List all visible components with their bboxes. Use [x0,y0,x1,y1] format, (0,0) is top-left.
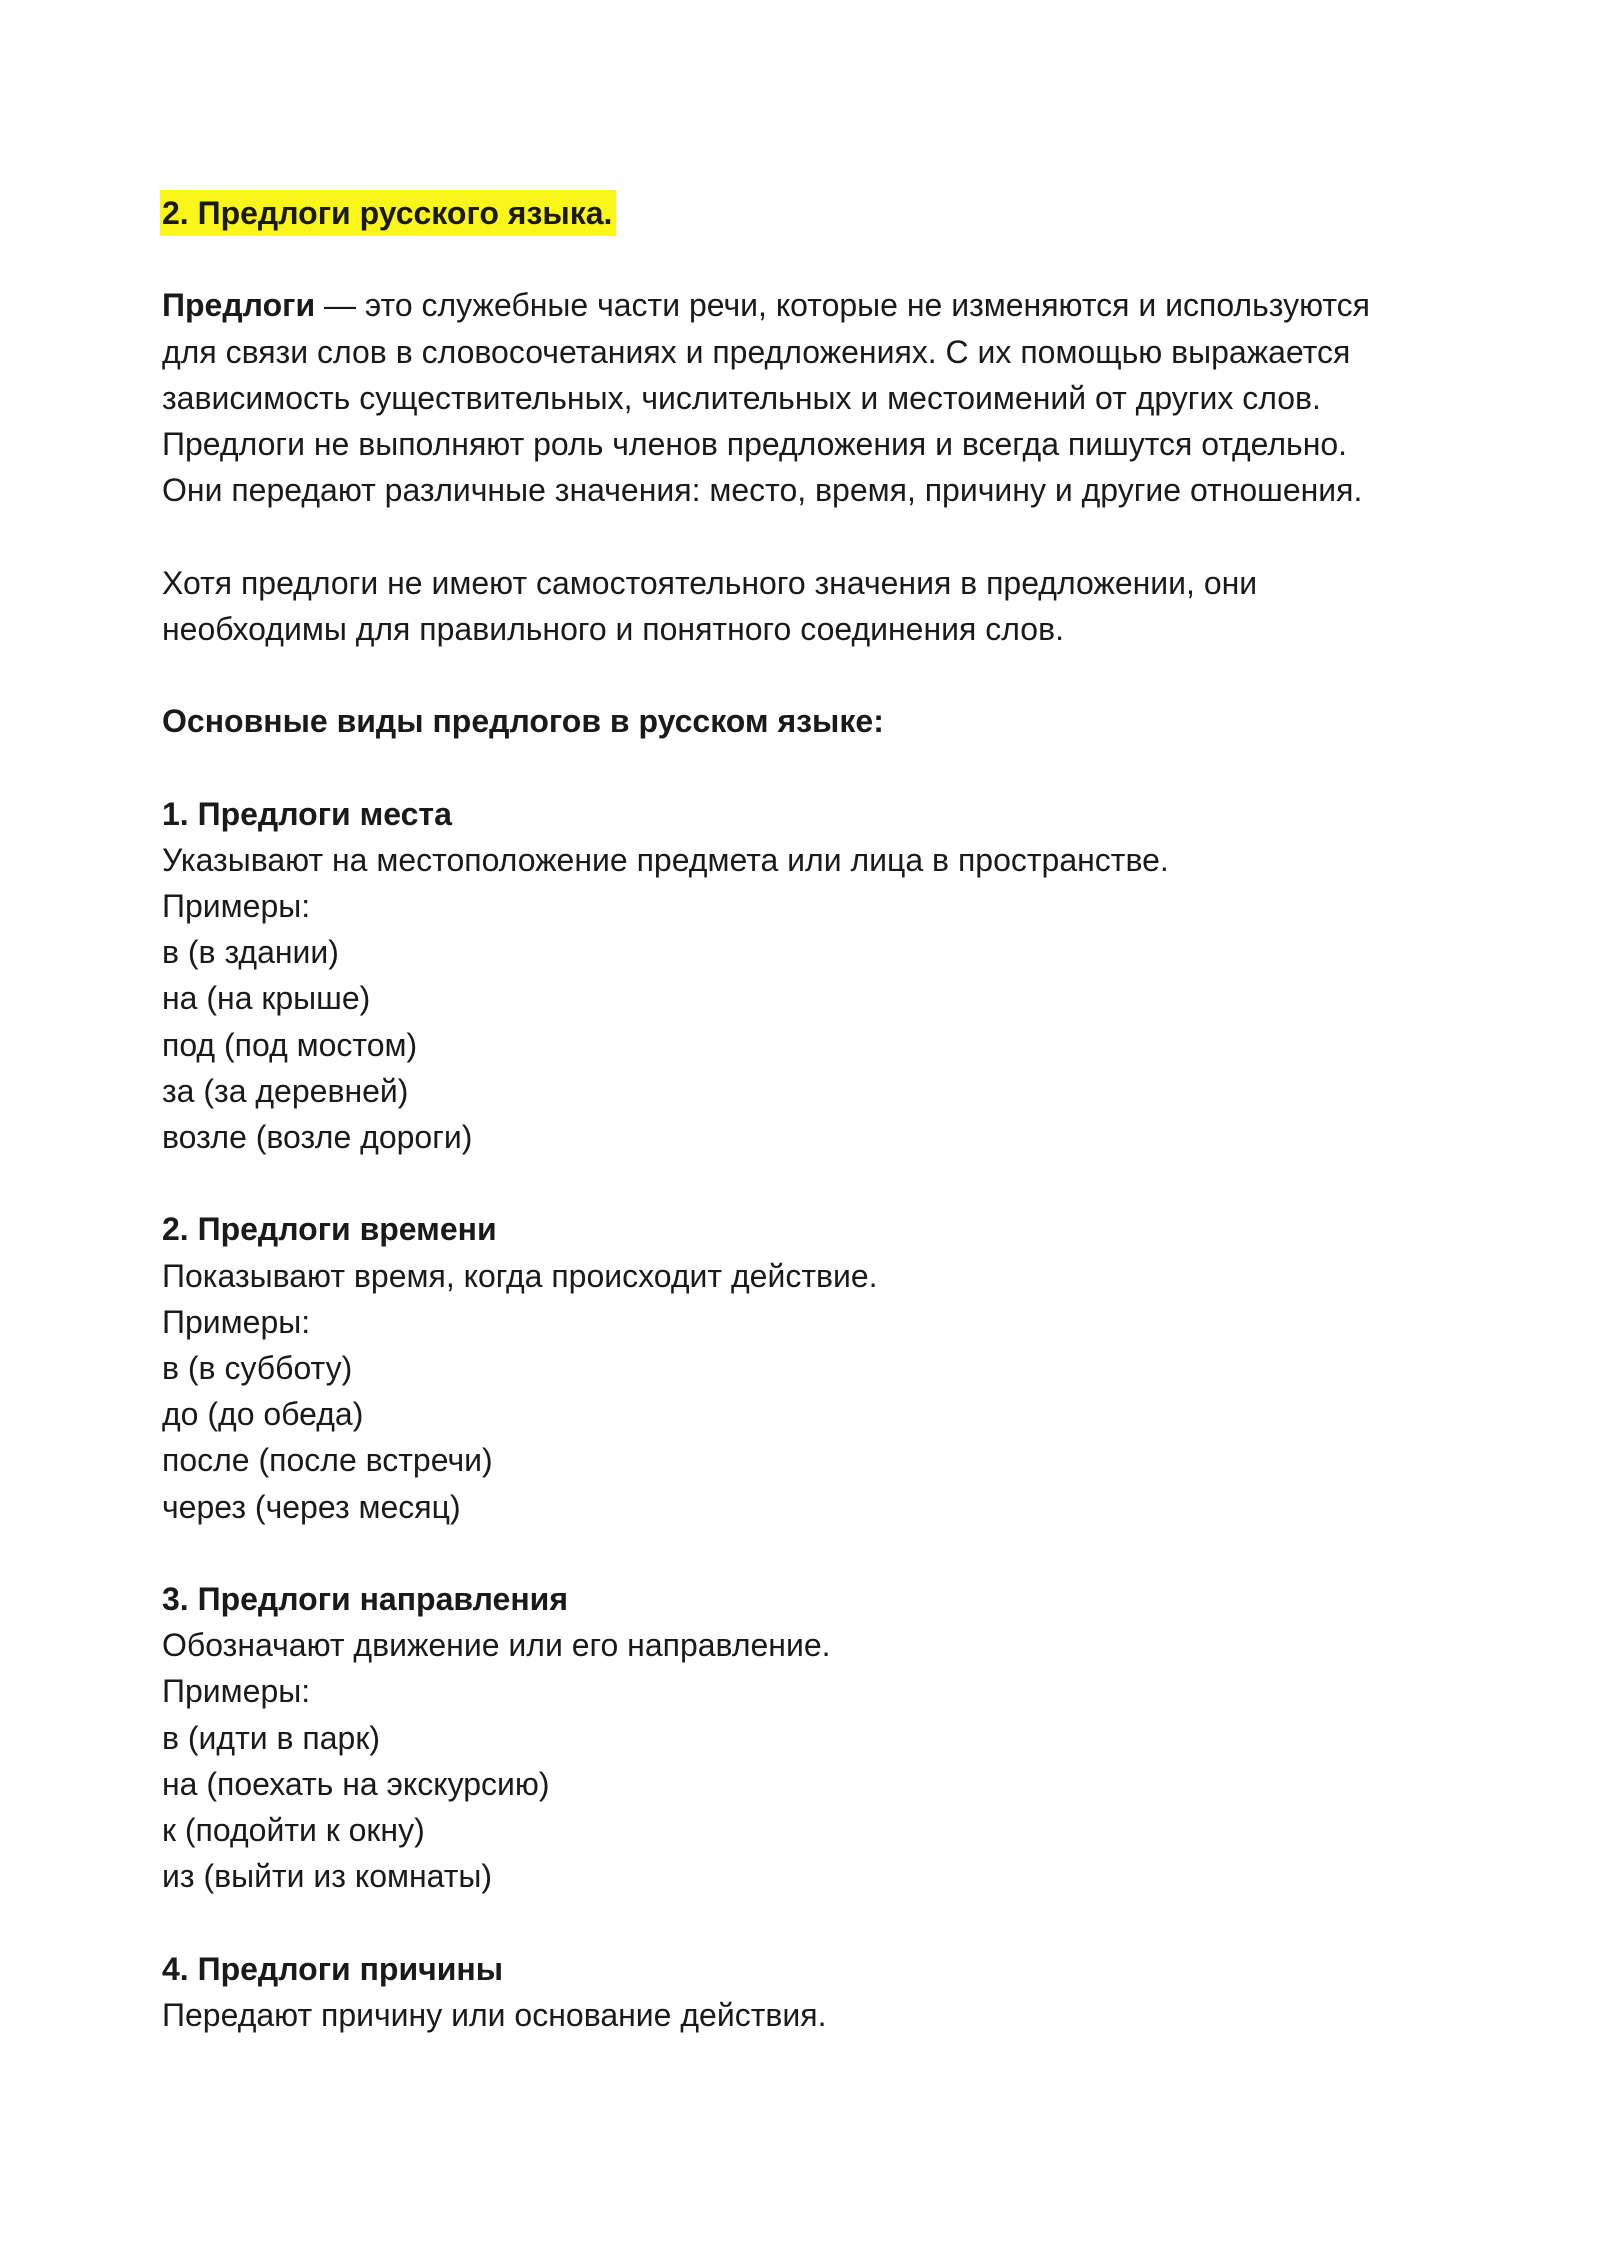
section-time [162,1206,1482,1529]
intro-line [162,282,1482,328]
intro-term: Предлоги [162,287,316,324]
example-item: за (за деревней) [162,1072,409,1109]
example-item: на (на крыше) [162,980,371,1017]
title-line [162,190,1482,236]
intro-line: зависимость существительных, числительных и местоимений от других слов. [162,379,1321,416]
section-heading: 4. Предлоги причины [162,1950,504,1987]
examples-label: Примеры: [162,887,311,924]
section-heading: 3. Предлоги направления [162,1581,568,1617]
examples-label: Примеры: [162,1303,311,1340]
section-direction [162,1576,1482,1899]
example-item: возле (возле дороги) [162,1119,473,1155]
example-item: к (подойти к окну) [162,1812,425,1849]
intro-line: Они передают различные значения: место, время, причину и другие отношения. [162,472,1363,509]
section-cause [162,1946,1482,2038]
types-heading: Основные виды предлогов в русском языке: [162,703,884,740]
note-line: Хотя предлоги не имеют самостоятельного значения в предложении, они [162,564,1258,601]
note-line: необходимы для правильного и понятного соединения слов. [162,610,1064,647]
section-description: Указывают на местоположение предмета или лица в пространстве. [162,841,1169,878]
section-place [162,791,1482,1161]
intro-first-line: — это служебные части речи, которые не изменяются и используются [315,287,1370,324]
example-item: под (под мостом) [162,1026,418,1063]
spacer [162,1530,1482,1576]
example-item: на (поехать на экскурсию) [162,1765,550,1802]
intro-line: для связи слов в словосочетаниях и предложениях. С их помощью выражается [162,333,1351,370]
document-page [162,190,1482,2038]
example-item: в (идти в парк) [162,1719,380,1756]
spacer [162,1899,1482,1945]
example-item: через (через месяц) [162,1488,461,1525]
intro-paragraph [162,282,1482,513]
example-item: до (до обеда) [162,1396,364,1433]
examples-label: Примеры: [162,1673,311,1710]
example-item: в (в здании) [162,934,339,971]
section-heading: 2. Предлоги времени [162,1211,497,1248]
intro-line: Предлоги не выполняют роль членов предложения и всегда пишутся отдельно. [162,426,1348,462]
document-title: 2. Предлоги русского языка. [160,190,616,236]
section-description: Обозначают движение или его направление. [162,1627,831,1664]
section-description: Передают причину или основание действия. [162,1996,827,2033]
section-heading: 1. Предлоги места [162,795,452,832]
spacer [162,652,1482,698]
spacer [162,1160,1482,1206]
section-description: Показывают время, когда происходит действие. [162,1257,878,1294]
note-paragraph [162,560,1482,652]
example-item: из (выйти из комнаты) [162,1858,493,1895]
spacer [162,236,1482,282]
spacer [162,744,1482,790]
example-item: в (в субботу) [162,1350,353,1386]
example-item: после (после встречи) [162,1442,493,1479]
spacer [162,513,1482,559]
